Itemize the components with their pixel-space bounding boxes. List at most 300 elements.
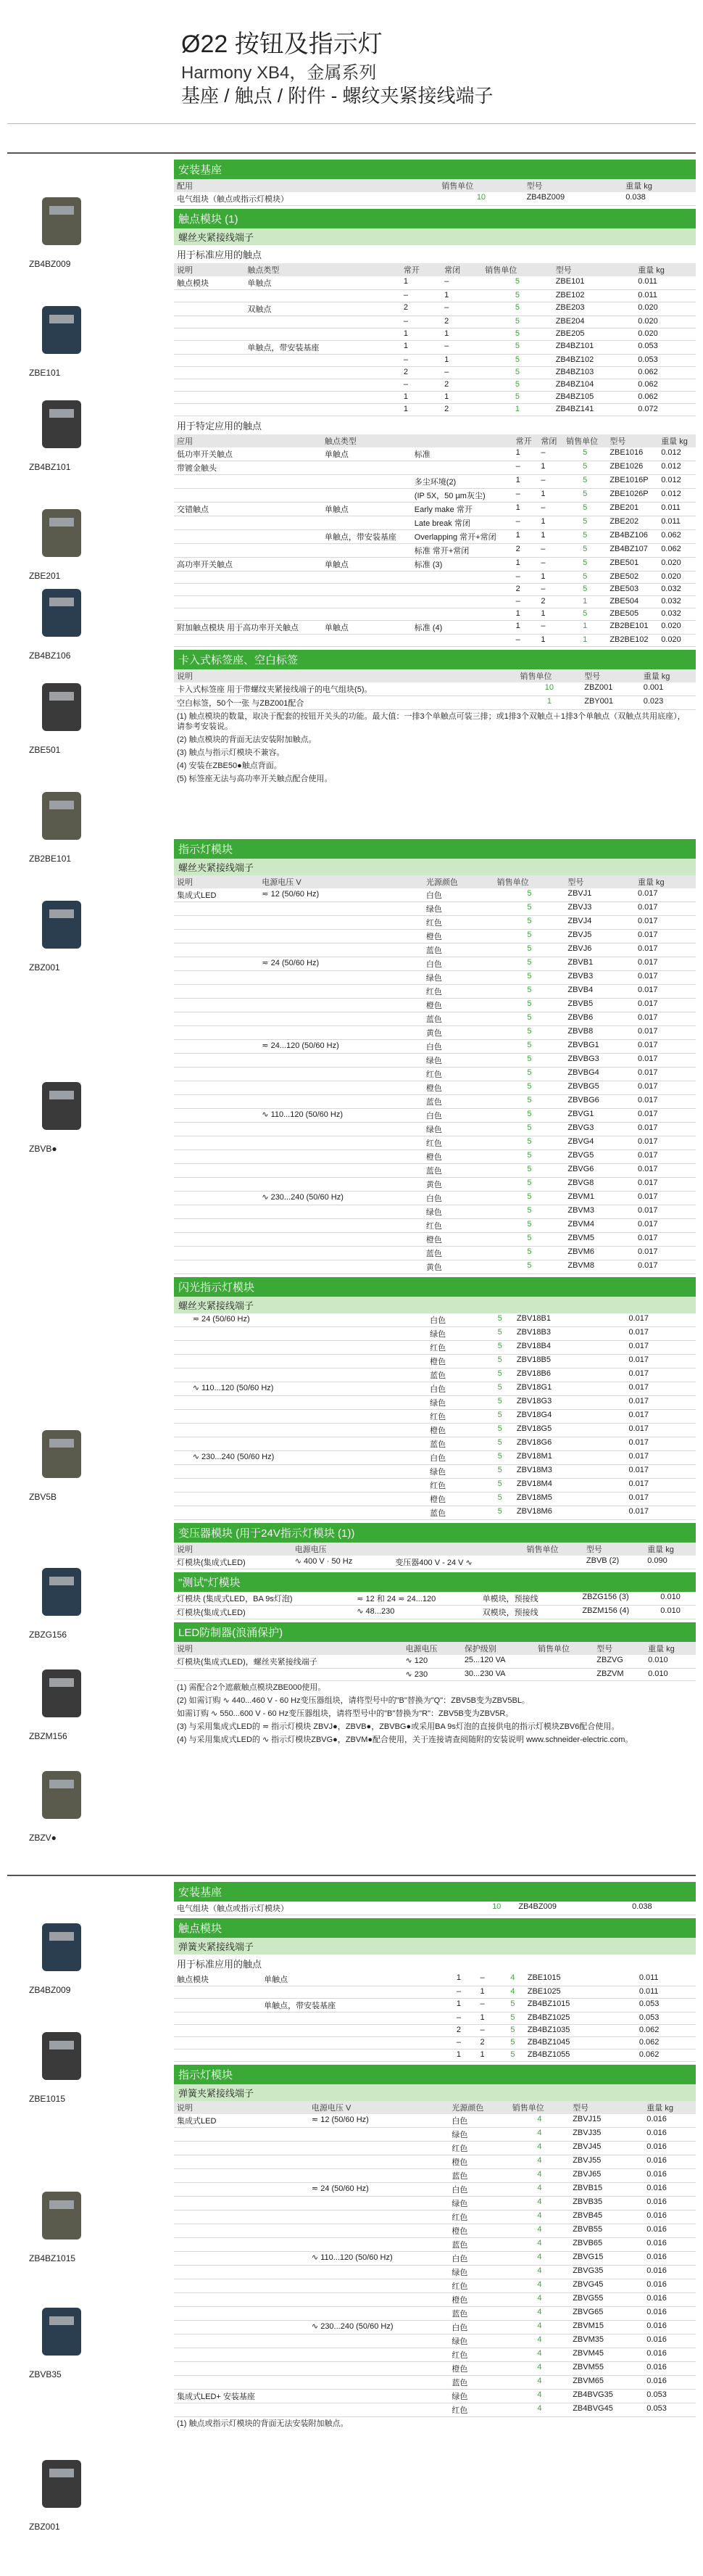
table-cell: 5 xyxy=(563,544,607,558)
s3-table-col: 销售单位 xyxy=(563,434,607,447)
table-cell: 红色 xyxy=(423,1068,494,1081)
table-cell xyxy=(174,608,322,621)
desc-cell xyxy=(174,2266,309,2279)
s9-table-col: 型号 xyxy=(594,1642,645,1655)
product-ref: ZB4BZ106 xyxy=(29,651,71,661)
voltage-cell xyxy=(190,1506,427,1520)
voltage-cell xyxy=(309,2403,449,2417)
table-cell: 白色 xyxy=(423,888,494,902)
table-row xyxy=(174,316,696,329)
table-row xyxy=(174,571,696,584)
table-cell: 红色 xyxy=(427,1479,486,1493)
table-cell: 1 xyxy=(513,621,538,635)
s5-table-col: 销售单位 xyxy=(494,875,565,888)
table-cell: 5 xyxy=(494,1178,565,1192)
table-cell: 30...230 VA xyxy=(462,1669,535,1681)
table-cell: ZBV18G5 xyxy=(514,1424,626,1437)
table-cell: 1 xyxy=(441,290,482,302)
table-cell: 0.090 xyxy=(644,1556,696,1569)
test-module-icon xyxy=(29,1661,94,1726)
table-cell: ZBE202 xyxy=(607,516,658,530)
table-cell: 0.017 xyxy=(625,1410,696,1424)
table-cell: 1 xyxy=(513,558,538,571)
table-cell xyxy=(322,544,412,558)
table-row xyxy=(174,999,696,1012)
table-cell: 5 xyxy=(486,1465,514,1479)
table-cell: 附加触点模块 用于高功率开关触点 xyxy=(174,621,322,635)
table-cell: 4 xyxy=(509,2224,570,2238)
table-cell: 0.017 xyxy=(635,1054,696,1068)
table-cell: 0.020 xyxy=(658,621,696,635)
table-cell: ∿ 400 V · 50 Hz xyxy=(292,1556,393,1569)
table-cell: 蓝色 xyxy=(427,1368,486,1382)
table-cell: 1 xyxy=(513,530,538,544)
table-cell: 0.017 xyxy=(635,1081,696,1095)
table-cell xyxy=(535,1655,594,1669)
table-cell: – xyxy=(401,355,441,367)
table-cell xyxy=(174,1986,261,1999)
table-row xyxy=(174,475,696,489)
table-cell: 5 xyxy=(563,558,607,571)
table-cell: 0.016 xyxy=(644,2114,696,2128)
voltage-cell xyxy=(259,1123,423,1136)
table-cell: 4 xyxy=(509,2210,570,2224)
table-cell xyxy=(440,1986,453,1999)
desc-cell xyxy=(174,2403,309,2417)
product-thumb xyxy=(29,1915,123,1995)
product-thumb xyxy=(29,297,123,378)
table-cell: 10 xyxy=(438,192,523,206)
table-cell: 4 xyxy=(509,2169,570,2183)
s7-header xyxy=(174,1523,696,1543)
voltage-cell xyxy=(259,985,423,999)
table-cell xyxy=(440,1999,453,2012)
table-cell: – xyxy=(441,276,482,290)
table-cell: 0.017 xyxy=(635,1233,696,1247)
voltage-cell xyxy=(190,1327,427,1341)
table-row xyxy=(174,1247,696,1260)
voltage-cell xyxy=(309,2334,449,2348)
table-cell: 0.072 xyxy=(635,404,696,416)
table-cell: 0.062 xyxy=(658,544,696,558)
table-cell: ZBVM3 xyxy=(565,1205,635,1219)
table-cell xyxy=(535,1669,594,1681)
table-cell: 0.017 xyxy=(635,888,696,902)
table-cell: 蓝色 xyxy=(423,944,494,957)
table-cell: 0.016 xyxy=(644,2252,696,2266)
table-cell: 5 xyxy=(482,379,552,392)
voltage-cell xyxy=(190,1368,427,1382)
table-cell: ZB4BZ106 xyxy=(607,530,658,544)
table-cell xyxy=(440,2025,453,2037)
product-ref: ZBZ001 xyxy=(29,2522,60,2532)
table-cell: ZBVM5 xyxy=(565,1233,635,1247)
table-cell: 1 xyxy=(441,392,482,404)
table-cell: 5 xyxy=(486,1451,514,1465)
s12-header-sub: 弹簧夹紧接线端子 xyxy=(174,2084,696,2101)
table-row xyxy=(174,2114,696,2128)
s3-table-col: 重量 kg xyxy=(658,434,696,447)
voltage-cell xyxy=(259,1068,423,1081)
table-cell: ZBVM15 xyxy=(570,2321,644,2334)
table-cell: 1 xyxy=(538,635,563,647)
s9-header xyxy=(174,1622,696,1642)
table-row xyxy=(174,2197,696,2210)
table-row xyxy=(174,621,696,635)
table-cell: 卡入式标签座 用于带螺纹夹紧接线端子的电气组块(5)。 xyxy=(174,682,517,696)
table-cell: 4 xyxy=(509,2114,570,2128)
table-cell: 5 xyxy=(563,516,607,530)
s3-table-col: 触点类型 xyxy=(322,434,412,447)
table-cell: ZBVJ15 xyxy=(570,2114,644,2128)
table-cell xyxy=(174,316,244,329)
table-cell: – xyxy=(538,544,563,558)
table-cell: 2 xyxy=(513,584,538,596)
footnote: (2) 触点模块的背面无法安装附加触点。 xyxy=(177,735,317,744)
table-cell xyxy=(174,302,244,316)
table-row xyxy=(174,2210,696,2224)
table-cell: 5 xyxy=(494,944,565,957)
table-row xyxy=(174,682,696,696)
voltage-cell xyxy=(259,971,423,985)
table-row xyxy=(174,1424,696,1437)
table-cell xyxy=(322,584,412,596)
s4-notes xyxy=(174,710,696,785)
table-cell xyxy=(390,367,401,379)
product-thumb xyxy=(29,892,123,973)
s11-header xyxy=(174,1918,696,1938)
table-cell: 灯模块(集成式LED) xyxy=(174,1606,354,1619)
table-cell: Early make 常开 xyxy=(412,503,513,516)
table-cell: ZBVM6 xyxy=(565,1247,635,1260)
table-row xyxy=(174,1164,696,1178)
table-cell: ZBE205 xyxy=(553,329,636,341)
table-cell: 0.016 xyxy=(644,2321,696,2334)
table-cell: ZB4BZ105 xyxy=(553,392,636,404)
table-row xyxy=(174,2012,696,2025)
table-cell: 0.010 xyxy=(657,1606,696,1619)
table-cell: ZBVM55 xyxy=(570,2362,644,2376)
table-cell: 0.017 xyxy=(635,944,696,957)
table-cell: 5 xyxy=(563,584,607,596)
s1-table-col: 配用 xyxy=(174,179,438,192)
table-cell: 单触点，带安装基座 xyxy=(322,530,412,544)
table-cell: ZB4BVG35 xyxy=(570,2390,644,2403)
product-ref: ZBE101 xyxy=(29,368,61,378)
table-row xyxy=(174,2155,696,2169)
table-cell: 4 xyxy=(509,2390,570,2403)
s6-header-wrap xyxy=(174,1277,696,1313)
table-cell: ZBV18M1 xyxy=(514,1451,626,1465)
desc-cell xyxy=(174,2376,309,2390)
table-cell: 0.017 xyxy=(635,1136,696,1150)
table-row xyxy=(174,1493,696,1506)
table-cell: 0.017 xyxy=(625,1313,696,1327)
table-cell: 1 xyxy=(513,608,538,621)
contact-black-icon xyxy=(29,783,94,849)
product-ref: ZBVB● xyxy=(29,1144,57,1154)
table-row xyxy=(174,516,696,530)
product-thumb xyxy=(29,580,123,661)
table-cell xyxy=(390,302,401,316)
table-row xyxy=(174,461,696,475)
desc-cell: 集成式LED+ 安装基座 xyxy=(174,2390,309,2403)
desc-cell xyxy=(174,2169,309,2183)
table-cell: ZBVJ4 xyxy=(565,916,635,930)
table-cell: – xyxy=(441,367,482,379)
table-cell: ZBV18G4 xyxy=(514,1410,626,1424)
table-cell: 5 xyxy=(563,489,607,503)
table-cell: 橙色 xyxy=(423,1233,494,1247)
desc-cell xyxy=(174,1068,259,1081)
table-cell: 5 xyxy=(494,888,565,902)
product-thumb xyxy=(29,2023,123,2104)
table-cell: 5 xyxy=(494,1233,565,1247)
table-cell: 橙色 xyxy=(449,2362,509,2376)
table-cell: ZBE203 xyxy=(553,302,636,316)
desc-cell xyxy=(174,1382,190,1396)
table-row xyxy=(174,1592,696,1606)
table-cell: ZBV18G6 xyxy=(514,1437,626,1451)
table-cell xyxy=(322,475,412,489)
table-cell: – xyxy=(538,621,563,635)
s11-table xyxy=(174,1973,696,2062)
desc-cell xyxy=(174,2307,309,2321)
table-row xyxy=(174,2238,696,2252)
table-cell xyxy=(174,516,322,530)
table-row xyxy=(174,888,696,902)
table-cell: 0.062 xyxy=(635,392,696,404)
table-cell: 4 xyxy=(509,2334,570,2348)
table-cell: 白色 xyxy=(423,1109,494,1123)
product-ref: ZBVB35 xyxy=(29,2369,62,2379)
table-cell: 5 xyxy=(501,2025,525,2037)
desc-cell xyxy=(174,2238,309,2252)
table-cell xyxy=(174,2012,261,2025)
s4-header-title: 卡入式标签座、空白标签 xyxy=(178,654,299,666)
table-cell: 4 xyxy=(509,2321,570,2334)
voltage-cell: ∿ 230...240 (50/60 Hz) xyxy=(259,1192,423,1205)
table-cell: 1 xyxy=(538,608,563,621)
table-cell: 1 xyxy=(563,596,607,608)
table-cell: 0.053 xyxy=(635,355,696,367)
product-ref: ZB4BZ009 xyxy=(29,259,71,269)
table-cell: ZBVB15 xyxy=(570,2183,644,2197)
s12-table-col: 电源电压 V xyxy=(309,2101,449,2114)
table-cell: ZB4BZ1055 xyxy=(525,2049,636,2062)
product-thumb xyxy=(29,1661,123,1741)
table-cell: ZBVBG4 xyxy=(565,1068,635,1081)
desc-cell xyxy=(174,1040,259,1054)
table-cell xyxy=(322,516,412,530)
page-title: Ø22 按钮及指示灯 xyxy=(181,30,383,58)
table-row xyxy=(174,1396,696,1410)
voltage-cell xyxy=(259,1260,423,1274)
table-cell: 5 xyxy=(563,530,607,544)
table-cell: 白色 xyxy=(427,1382,486,1396)
table-cell: 橙色 xyxy=(427,1493,486,1506)
table-cell: 0.012 xyxy=(658,461,696,475)
table-cell: 0.017 xyxy=(625,1382,696,1396)
s3-table xyxy=(174,434,696,647)
table-cell: 多尘环境(2) xyxy=(412,475,513,489)
desc-cell xyxy=(174,1493,190,1506)
product-thumb xyxy=(29,2299,123,2379)
table-cell: ZBVM65 xyxy=(570,2376,644,2390)
table-cell: 绿色 xyxy=(423,1123,494,1136)
s9-table-col: 销售单位 xyxy=(535,1642,594,1655)
voltage-cell xyxy=(190,1493,427,1506)
table-cell: 5 xyxy=(482,302,552,316)
s2-header-wrap xyxy=(174,209,696,245)
table-row xyxy=(174,341,696,355)
table-row xyxy=(174,1178,696,1192)
table-cell: 2 xyxy=(441,404,482,416)
table-row xyxy=(174,1327,696,1341)
table-cell: 5 xyxy=(494,971,565,985)
table-cell xyxy=(174,2025,261,2037)
table-cell: 橙色 xyxy=(423,1150,494,1164)
table-cell xyxy=(412,584,513,596)
table-cell: 5 xyxy=(501,1999,525,2012)
table-cell: 5 xyxy=(494,930,565,944)
table-cell: 绿色 xyxy=(449,2128,509,2142)
page-header xyxy=(181,29,689,107)
s2-table xyxy=(174,263,696,416)
table-cell: 标准 (3) xyxy=(412,558,513,571)
table-cell: 5 xyxy=(486,1341,514,1355)
led-spring-icon xyxy=(29,2299,94,2364)
s9-table-head xyxy=(174,1642,696,1655)
table-cell: 橙色 xyxy=(449,2224,509,2238)
table-cell xyxy=(174,2049,261,2062)
table-cell: 橙色 xyxy=(423,1081,494,1095)
product-thumb xyxy=(29,2183,123,2263)
table-cell: 0.017 xyxy=(635,1095,696,1109)
table-cell: ZBV18B1 xyxy=(514,1313,626,1327)
desc-cell xyxy=(174,2128,309,2142)
table-cell: 红色 xyxy=(423,985,494,999)
table-cell: 4 xyxy=(509,2128,570,2142)
table-cell: 1 xyxy=(454,1999,478,2012)
voltage-cell xyxy=(259,1026,423,1040)
voltage-cell xyxy=(309,2169,449,2183)
table-cell: 白色 xyxy=(423,957,494,971)
table-row xyxy=(174,696,696,710)
table-cell: 0.016 xyxy=(644,2362,696,2376)
table-cell: 4 xyxy=(509,2197,570,2210)
table-cell: ∿ 48...230 xyxy=(354,1606,479,1619)
table-cell: ZBE1026P xyxy=(607,489,658,503)
table-cell: 0.017 xyxy=(635,1178,696,1192)
table-cell: 1 xyxy=(563,635,607,647)
table-cell: 0.053 xyxy=(644,2403,696,2417)
table-row xyxy=(174,447,696,461)
table-cell: 单触点 xyxy=(322,558,412,571)
s5-table-col: 说明 xyxy=(174,875,259,888)
table-row xyxy=(174,1556,696,1569)
table-cell: – xyxy=(454,1986,478,1999)
table-cell: 空白标签，50个一张 与ZBZ001配合 xyxy=(174,696,517,710)
contact-block-icon xyxy=(29,297,94,363)
footnote: 如需订购 ∿ 550...600 V - 60 Hz变压器组块，请将型号中的"B"替换为"R"：ZBV5B变为ZBV5R。 xyxy=(177,1709,514,1718)
table-cell: 0.016 xyxy=(644,2266,696,2279)
table-cell: 5 xyxy=(482,276,552,290)
table-cell: 0.017 xyxy=(625,1493,696,1506)
table-cell: 绿色 xyxy=(449,2197,509,2210)
product-ref: ZB4BZ1015 xyxy=(29,2253,76,2263)
product-thumb xyxy=(29,1559,123,1640)
table-cell: 2 xyxy=(477,2037,501,2049)
table-row xyxy=(174,2279,696,2293)
table-cell xyxy=(322,571,412,584)
table-cell: 0.016 xyxy=(644,2238,696,2252)
table-cell: – xyxy=(454,2037,478,2049)
table-cell xyxy=(174,571,322,584)
s5-table-col: 重量 kg xyxy=(635,875,696,888)
table-row xyxy=(174,1260,696,1274)
table-cell: 0.032 xyxy=(658,584,696,596)
table-cell xyxy=(322,608,412,621)
table-cell: 4 xyxy=(509,2155,570,2169)
led-module-icon xyxy=(29,1073,94,1139)
product-thumb xyxy=(29,2451,123,2532)
table-cell: 0.062 xyxy=(636,2049,696,2062)
table-row xyxy=(174,2348,696,2362)
table-cell: 0.016 xyxy=(644,2334,696,2348)
table-cell: ZBE201 xyxy=(607,503,658,516)
voltage-cell xyxy=(309,2238,449,2252)
voltage-cell xyxy=(190,1424,427,1437)
table-cell: ZBVBG1 xyxy=(565,1040,635,1054)
table-cell: ZBVB3 xyxy=(565,971,635,985)
voltage-cell xyxy=(259,1247,423,1260)
table-cell: ZBE204 xyxy=(553,316,636,329)
table-cell: 5 xyxy=(494,1109,565,1123)
table-row xyxy=(174,2376,696,2390)
s12-notes xyxy=(174,2417,696,2430)
table-row xyxy=(174,2307,696,2321)
voltage-cell xyxy=(309,2210,449,2224)
table-cell: ZBV18M5 xyxy=(514,1493,626,1506)
table-cell xyxy=(174,290,244,302)
table-cell: 0.016 xyxy=(644,2142,696,2155)
table-cell: 25...120 VA xyxy=(462,1655,535,1669)
table-cell: 1 xyxy=(513,475,538,489)
product-thumb xyxy=(29,392,123,472)
table-cell: 蓝色 xyxy=(449,2238,509,2252)
table-cell: 黄色 xyxy=(423,1178,494,1192)
table-cell: 5 xyxy=(486,1493,514,1506)
table-row xyxy=(174,635,696,647)
table-cell: ZBVJ6 xyxy=(565,944,635,957)
table-cell: 绿色 xyxy=(427,1396,486,1410)
s10-header xyxy=(174,1882,696,1902)
desc-cell xyxy=(174,2321,309,2334)
table-cell xyxy=(244,367,389,379)
table-cell: 1 xyxy=(513,447,538,461)
table-cell: 5 xyxy=(494,1054,565,1068)
product-ref: ZBZV● xyxy=(29,1833,57,1843)
table-cell: 红色 xyxy=(427,1341,486,1355)
table-cell: 0.011 xyxy=(658,503,696,516)
table-cell: 1 xyxy=(538,530,563,544)
s12-header xyxy=(174,2065,696,2084)
table-cell: – xyxy=(513,596,538,608)
desc-cell xyxy=(174,1396,190,1410)
table-cell: 4 xyxy=(509,2183,570,2197)
table-cell: 白色 xyxy=(449,2183,509,2197)
